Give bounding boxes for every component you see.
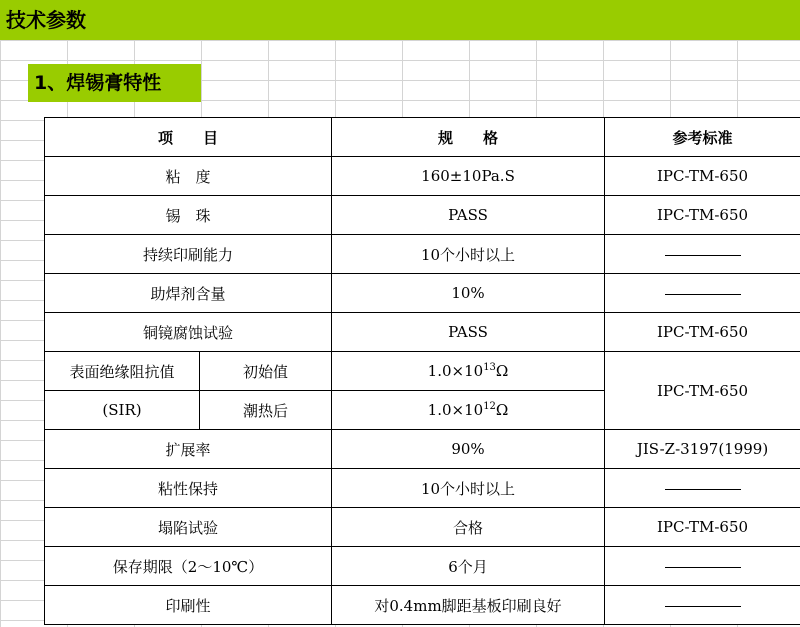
row-spec: 对0.4mm脚距基板印刷良好 <box>332 586 605 625</box>
table-row <box>45 157 800 196</box>
sir-standard: IPC-TM-650 <box>605 352 800 430</box>
sir-spec-base: 1.0×10 <box>427 362 484 380</box>
row-spec: PASS <box>332 196 605 235</box>
row-standard <box>605 547 800 586</box>
header-standard: 参考标准 <box>605 118 800 157</box>
row-standard <box>605 274 800 313</box>
table-row <box>45 586 800 625</box>
table-row-sir-initial <box>45 352 800 391</box>
dash-line <box>665 489 741 490</box>
table-row <box>45 196 800 235</box>
row-spec: 6个月 <box>332 547 605 586</box>
section-heading: 1、焊锡膏特性 <box>28 64 201 102</box>
row-standard <box>605 586 800 625</box>
row-item: 助焊剂含量 <box>45 274 332 313</box>
table-row <box>45 430 800 469</box>
row-item: 扩展率 <box>45 430 332 469</box>
row-item: 印刷性 <box>45 586 332 625</box>
row-standard: IPC-TM-650 <box>605 157 800 196</box>
row-item: 粘性保持 <box>45 469 332 508</box>
sir-sub-humid: 潮热后 <box>200 391 332 430</box>
row-spec: 10% <box>332 274 605 313</box>
header-spec: 规 格 <box>332 118 605 157</box>
page-title: 技术参数 <box>0 0 800 40</box>
sir-spec-initial <box>332 352 605 391</box>
sir-spec-base: 1.0×10 <box>427 401 484 419</box>
sir-spec-unit: Ω <box>495 401 509 419</box>
spec-table <box>44 117 800 625</box>
row-standard: IPC-TM-650 <box>605 196 800 235</box>
sir-label: 表面绝缘阻抗值 <box>45 352 200 391</box>
table-row <box>45 469 800 508</box>
dash-line <box>665 255 741 256</box>
sir-spec-humid <box>332 391 605 430</box>
header-item: 项 目 <box>45 118 332 157</box>
row-spec: PASS <box>332 313 605 352</box>
dash-line <box>665 606 741 607</box>
row-item: 粘 度 <box>45 157 332 196</box>
row-spec: 160±10Pa.S <box>332 157 605 196</box>
dash-line <box>665 567 741 568</box>
table-header-row <box>45 118 800 157</box>
row-standard: IPC-TM-650 <box>605 508 800 547</box>
row-item: 铜镜腐蚀试验 <box>45 313 332 352</box>
sir-spec-unit: Ω <box>495 362 509 380</box>
sir-label-abbr: (SIR) <box>45 391 200 430</box>
row-standard: IPC-TM-650 <box>605 313 800 352</box>
table-row <box>45 274 800 313</box>
row-standard <box>605 235 800 274</box>
table-row <box>45 313 800 352</box>
row-spec: 90% <box>332 430 605 469</box>
dash-line <box>665 294 741 295</box>
sir-sub-initial: 初始值 <box>200 352 332 391</box>
table-row <box>45 547 800 586</box>
sir-spec-exponent: 12 <box>483 401 496 412</box>
row-spec: 10个小时以上 <box>332 469 605 508</box>
table-row <box>45 235 800 274</box>
table-row <box>45 508 800 547</box>
row-spec: 合格 <box>332 508 605 547</box>
row-item: 保存期限（2～10℃） <box>45 547 332 586</box>
row-item: 塌陷试验 <box>45 508 332 547</box>
row-standard: JIS-Z-3197(1999) <box>605 430 800 469</box>
row-standard <box>605 469 800 508</box>
row-spec: 10个小时以上 <box>332 235 605 274</box>
sir-spec-exponent: 13 <box>483 362 496 373</box>
row-item: 锡 珠 <box>45 196 332 235</box>
row-item: 持续印刷能力 <box>45 235 332 274</box>
